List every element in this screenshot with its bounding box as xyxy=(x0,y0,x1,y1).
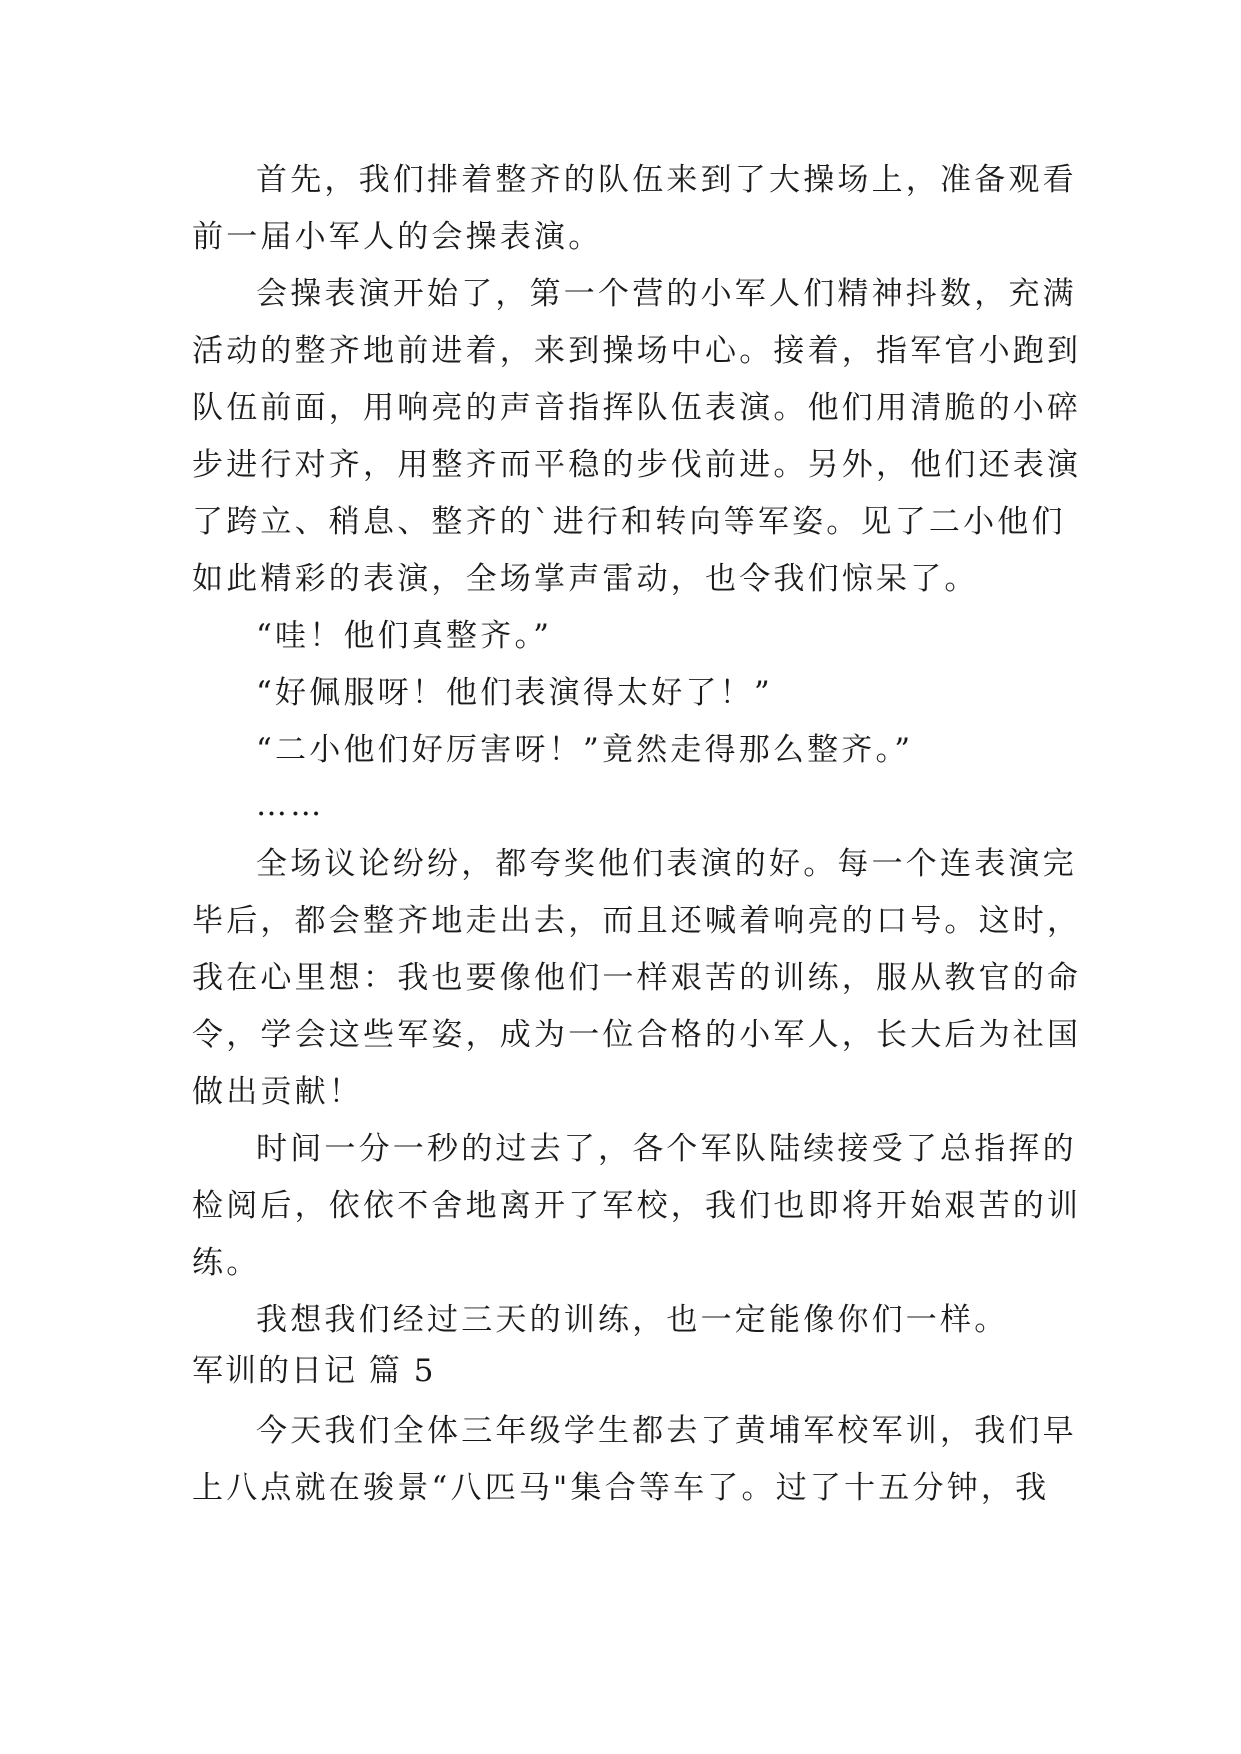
paragraph-line: 今天我们全体三年级学生都去了黄埔军校军训，我们早 xyxy=(256,1413,1077,1449)
paragraph-line: 令，学会这些军姿，成为一位合格的小军人，长大后为社国 xyxy=(192,1017,1082,1053)
paragraph-line: 如此精彩的表演，全场掌声雷动，也令我们惊呆了。 xyxy=(192,561,979,597)
section-heading: 军训的日记 篇 5 xyxy=(192,1353,436,1389)
paragraph-line: 队伍前面，用响亮的声音指挥队伍表演。他们用清脆的小碎 xyxy=(192,390,1082,426)
paragraph-line: 全场议论纷纷，都夸奖他们表演的好。每一个连表演完 xyxy=(256,846,1077,882)
paragraph-line: 毕后，都会整齐地走出去，而且还喊着响亮的口号。这时， xyxy=(192,903,1082,939)
paragraph-line: 练。 xyxy=(192,1245,261,1281)
dialogue-line: “二小他们好厉害呀！”竟然走得那么整齐。” xyxy=(256,732,914,768)
paragraph-line: 前一届小军人的会操表演。 xyxy=(192,219,603,255)
paragraph-line: 步进行对齐，用整齐而平稳的步伐前进。另外，他们还表演 xyxy=(192,447,1082,483)
paragraph-line: 做出贡献！ xyxy=(192,1074,363,1110)
paragraph-line: 时间一分一秒的过去了，各个军队陆续接受了总指挥的 xyxy=(256,1131,1077,1167)
paragraph-line: 首先，我们排着整齐的队伍来到了大操场上，准备观看 xyxy=(256,162,1077,198)
dialogue-line: “好佩服呀！他们表演得太好了！” xyxy=(256,675,773,711)
paragraph-line: 上八点就在骏景“八匹马"集合等车了。过了十五分钟，我 xyxy=(192,1470,1050,1506)
dialogue-line: “哇！他们真整齐。” xyxy=(256,618,553,654)
paragraph-line: 我想我们经过三天的训练，也一定能像你们一样。 xyxy=(256,1302,1009,1338)
paragraph-line: 检阅后，依依不舍地离开了军校，我们也即将开始艰苦的训 xyxy=(192,1188,1082,1224)
paragraph-line: 我在心里想：我也要像他们一样艰苦的训练，服从教官的命 xyxy=(192,960,1082,996)
paragraph-line: 会操表演开始了，第一个营的小军人们精神抖数，充满 xyxy=(256,276,1077,312)
ellipsis-line: …… xyxy=(256,787,325,823)
paragraph-line: 了跨立、稍息、整齐的`进行和转向等军姿。见了二小他们 xyxy=(192,504,1066,540)
paragraph-line: 活动的整齐地前进着，来到操场中心。接着，指军官小跑到 xyxy=(192,333,1082,369)
